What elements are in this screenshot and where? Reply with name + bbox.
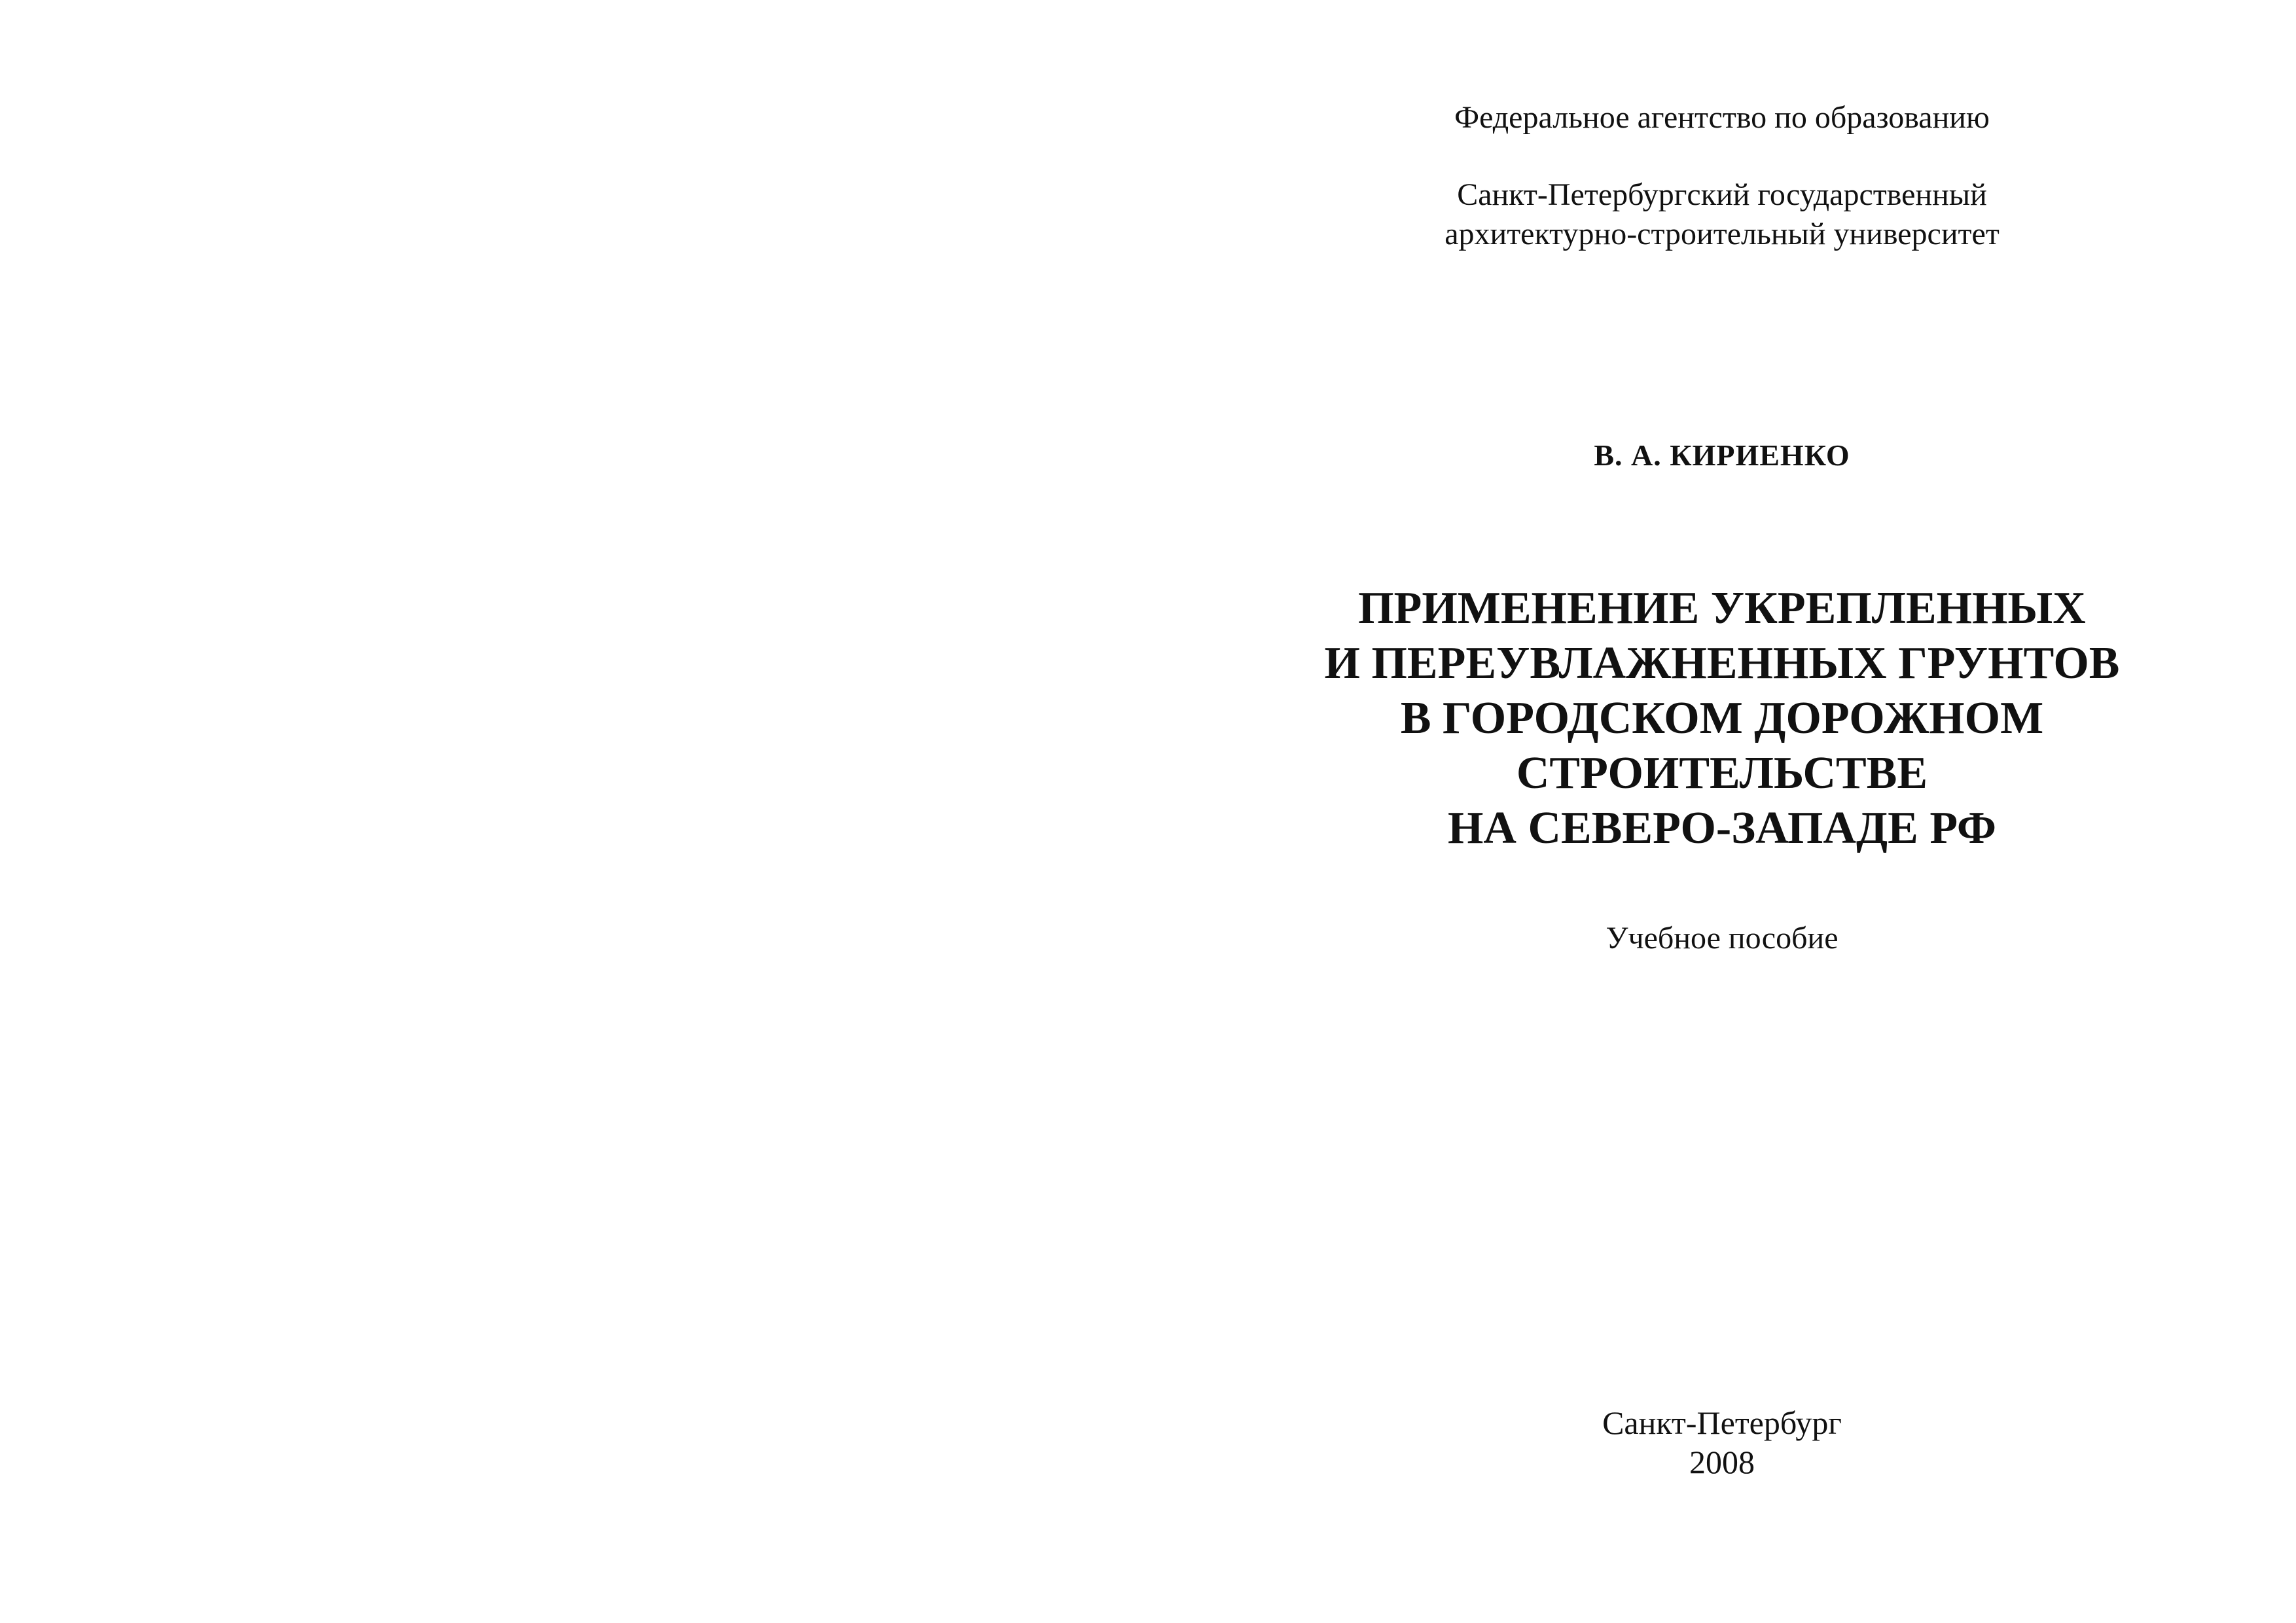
publication-year: 2008 <box>1689 1444 1755 1480</box>
title-line-1: ПРИМЕНЕНИЕ УКРЕПЛЕННЫХ <box>1358 583 2086 633</box>
book-title <box>1148 581 2296 856</box>
title-line-3: В ГОРОДСКОМ ДОРОЖНОМ <box>1400 693 2044 743</box>
agency-name: Федеральное агентство по образованию <box>1454 100 1990 135</box>
university-name <box>1148 175 2296 254</box>
title-line-4: СТРОИТЕЛЬСТВЕ <box>1516 748 1928 798</box>
university-line-2: архитектурно-строительный университет <box>1444 217 2000 251</box>
publication-city: Санкт-Петербург <box>1602 1404 1842 1441</box>
title-line-2: И ПЕРЕУВЛАЖНЕННЫХ ГРУНТОВ <box>1324 638 2120 688</box>
title-line-5: НА СЕВЕРО-ЗАПАДЕ РФ <box>1447 803 1997 853</box>
publication-type: Учебное пособие <box>1605 921 1839 955</box>
title-page <box>1148 0 2296 1623</box>
university-line-1: Санкт-Петербургский государственный <box>1457 177 1987 212</box>
author-name: В. А. КИРИЕНКО <box>1594 438 1850 472</box>
